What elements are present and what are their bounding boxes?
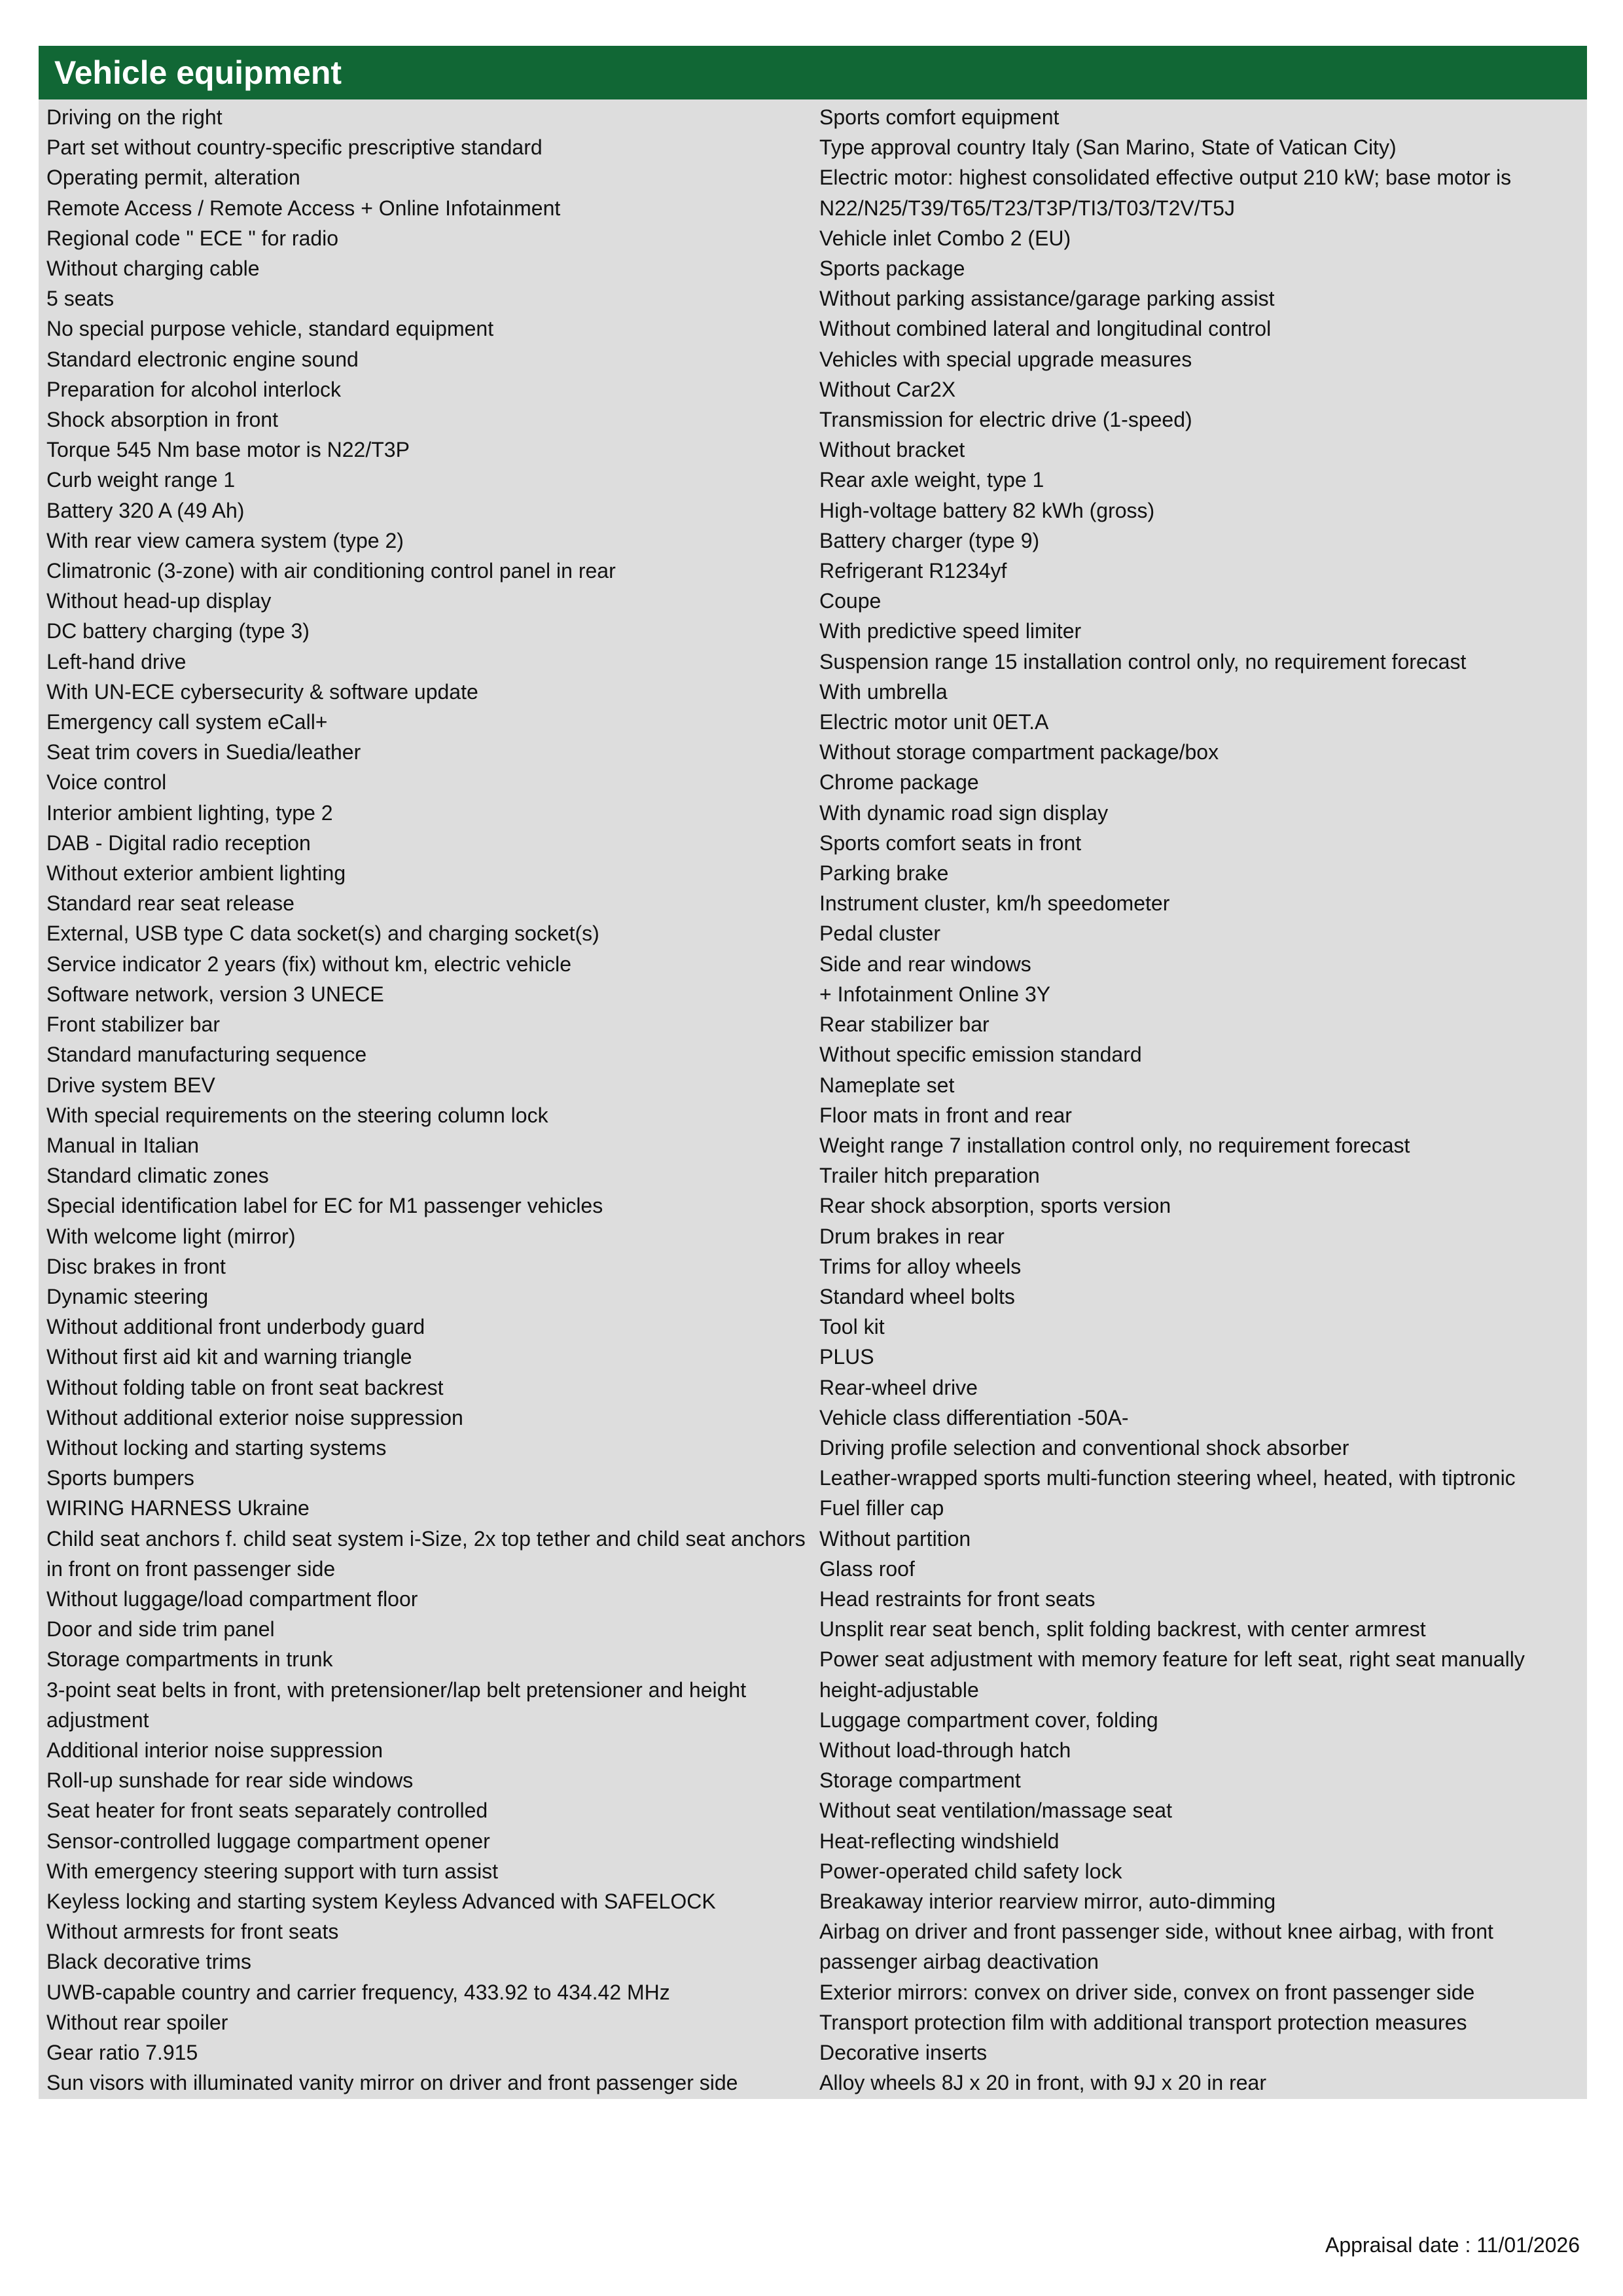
equipment-item: PLUS	[819, 1345, 874, 1369]
appraisal-date: Appraisal date : 11/01/2026	[1325, 2233, 1580, 2257]
equipment-item: Without exterior ambient lighting	[46, 861, 346, 886]
equipment-item: Chrome package	[819, 770, 979, 795]
equipment-item: Rear axle weight, type 1	[819, 468, 1044, 492]
equipment-item: Sports package	[819, 257, 965, 281]
equipment-item: Transport protection film with additional transport protection measures	[819, 2010, 1467, 2034]
equipment-item: Without Car2X	[819, 377, 956, 401]
equipment-item: Battery charger (type 9)	[819, 528, 1040, 552]
equipment-item: Software network, version 3 UNECE	[46, 982, 384, 1006]
equipment-item: Standard electronic engine sound	[46, 347, 359, 371]
equipment-item: Electric motor: highest consolidated effective output 210 kW; base motor is N22/N25/T39/T65/T23/T3P/TI3/T03/T2V/T5J	[819, 166, 1512, 220]
equipment-item: Without storage compartment package/box	[819, 740, 1219, 764]
equipment-item: Fuel filler cap	[819, 1496, 944, 1520]
equipment-item: Exterior mirrors: convex on driver side, convex on front passenger side	[819, 1980, 1475, 2004]
equipment-item: Luggage compartment cover, folding	[819, 1708, 1158, 1732]
equipment-item: Standard rear seat release	[46, 891, 294, 916]
equipment-item: Sports comfort equipment	[819, 105, 1060, 129]
equipment-item: Part set without country-specific prescriptive standard	[46, 135, 543, 160]
equipment-item: Sun visors with illuminated vanity mirror on driver and front passenger side	[46, 2071, 738, 2095]
equipment-item: Storage compartments in trunk	[46, 1647, 333, 1672]
equipment-table	[39, 99, 1587, 2099]
equipment-item: Head restraints for front seats	[819, 1587, 1096, 1611]
equipment-item: Storage compartment	[819, 1768, 1021, 1793]
equipment-item: Vehicles with special upgrade measures	[819, 347, 1192, 371]
equipment-item: Vehicle inlet Combo 2 (EU)	[819, 226, 1071, 250]
equipment-item: Electric motor unit 0ET.A	[819, 710, 1049, 734]
equipment-item: Without rear spoiler	[46, 2010, 228, 2034]
equipment-item: Tool kit	[819, 1315, 885, 1339]
equipment-item: Emergency call system eCall+	[46, 710, 328, 734]
vehicle-equipment-section	[39, 46, 1587, 2099]
equipment-item: Weight range 7 installation control only, no requirement forecast	[819, 1133, 1410, 1157]
equipment-item: Rear shock absorption, sports version	[819, 1194, 1171, 1218]
equipment-item: Without locking and starting systems	[46, 1435, 387, 1460]
equipment-column-right	[812, 102, 1587, 2098]
equipment-item: Operating permit, alteration	[46, 166, 300, 190]
equipment-item: Alloy wheels 8J x 20 in front, with 9J x 20 in rear	[819, 2071, 1266, 2095]
equipment-item: Drum brakes in rear	[819, 1224, 1005, 1248]
equipment-item: + Infotainment Online 3Y	[819, 982, 1051, 1006]
equipment-item: Suspension range 15 installation control only, no requirement forecast	[819, 649, 1467, 673]
equipment-item: Unsplit rear seat bench, split folding backrest, with center armrest	[819, 1617, 1426, 1641]
equipment-item: Without specific emission standard	[819, 1043, 1142, 1067]
equipment-item: Voice control	[46, 770, 167, 795]
equipment-item: With welcome light (mirror)	[46, 1224, 296, 1248]
equipment-item: Type approval country Italy (San Marino, State of Vatican City)	[819, 135, 1397, 160]
equipment-item: No special purpose vehicle, standard equipment	[46, 317, 494, 341]
equipment-item: Without additional front underbody guard	[46, 1315, 425, 1339]
equipment-column-left	[39, 102, 812, 2098]
equipment-item: Without parking assistance/garage parking assist	[819, 287, 1275, 311]
equipment-item: Without bracket	[819, 438, 965, 462]
equipment-item: DC battery charging (type 3)	[46, 619, 310, 643]
equipment-item: Driving on the right	[46, 105, 223, 129]
equipment-item: With umbrella	[819, 679, 948, 704]
equipment-item: Seat heater for front seats separately controlled	[46, 1799, 488, 1823]
equipment-item: With emergency steering support with turn assist	[46, 1859, 499, 1883]
equipment-item: Without folding table on front seat backrest	[46, 1375, 444, 1399]
equipment-item: Power-operated child safety lock	[819, 1859, 1122, 1883]
equipment-item: Sensor-controlled luggage compartment opener	[46, 1829, 490, 1853]
equipment-item: Trailer hitch preparation	[819, 1164, 1040, 1188]
equipment-item: Transmission for electric drive (1-speed)	[819, 408, 1192, 432]
equipment-item: Black decorative trims	[46, 1950, 251, 1974]
equipment-item: Torque 545 Nm base motor is N22/T3P	[46, 438, 410, 462]
equipment-item: Sports comfort seats in front	[819, 831, 1082, 855]
equipment-item: Manual in Italian	[46, 1133, 200, 1157]
equipment-item: Without first aid kit and warning triangle	[46, 1345, 412, 1369]
equipment-item: Without additional exterior noise suppression	[46, 1405, 463, 1429]
equipment-item: Remote Access / Remote Access + Online Infotainment	[46, 196, 561, 220]
equipment-item: Without combined lateral and longitudinal control	[819, 317, 1272, 341]
equipment-item: With special requirements on the steering column lock	[46, 1103, 548, 1127]
equipment-item: Additional interior noise suppression	[46, 1738, 383, 1762]
equipment-item: Without armrests for front seats	[46, 1920, 339, 1944]
equipment-item: With predictive speed limiter	[819, 619, 1082, 643]
equipment-item: Coupe	[819, 589, 882, 613]
equipment-item: Curb weight range 1	[46, 468, 236, 492]
equipment-item: 3-point seat belts in front, with pretensioner/lap belt pretensioner and height adjustment	[46, 1677, 747, 1732]
equipment-item: Breakaway interior rearview mirror, auto-dimming	[819, 1889, 1276, 1913]
equipment-item: Decorative inserts	[819, 2041, 988, 2064]
equipment-item: Without charging cable	[46, 257, 260, 281]
equipment-item: Interior ambient lighting, type 2	[46, 800, 333, 825]
equipment-item: Battery 320 A (49 Ah)	[46, 498, 245, 522]
equipment-item: Service indicator 2 years (fix) without km, electric vehicle	[46, 952, 572, 976]
equipment-item: Climatronic (3-zone) with air conditioning control panel in rear	[46, 559, 616, 583]
equipment-item: Nameplate set	[819, 1073, 955, 1097]
equipment-item: Keyless locking and starting system Keyless Advanced with SAFELOCK	[46, 1889, 716, 1913]
equipment-item: Disc brakes in front	[46, 1254, 226, 1278]
equipment-item: External, USB type C data socket(s) and charging socket(s)	[46, 922, 599, 946]
equipment-item: Standard climatic zones	[46, 1164, 269, 1188]
equipment-item: Driving profile selection and conventional shock absorber	[819, 1435, 1349, 1460]
equipment-item: Refrigerant R1234yf	[819, 559, 1007, 583]
equipment-item: Gear ratio 7.915	[46, 2041, 198, 2064]
equipment-item: Trims for alloy wheels	[819, 1254, 1022, 1278]
equipment-item: Rear-wheel drive	[819, 1375, 978, 1399]
equipment-item: With dynamic road sign display	[819, 800, 1109, 825]
equipment-item: Drive system BEV	[46, 1073, 215, 1097]
equipment-item: Vehicle class differentiation -50A-	[819, 1405, 1129, 1429]
equipment-item: Child seat anchors f. child seat system i-Size, 2x top tether and child seat anchors in front on front passenger side	[46, 1526, 806, 1581]
equipment-item: 5 seats	[46, 287, 115, 311]
equipment-item: Without head-up display	[46, 589, 272, 613]
equipment-item: Instrument cluster, km/h speedometer	[819, 891, 1170, 916]
equipment-item: With rear view camera system (type 2)	[46, 528, 404, 552]
equipment-item: Roll-up sunshade for rear side windows	[46, 1768, 414, 1793]
equipment-item: Glass roof	[819, 1556, 915, 1581]
equipment-item: Without partition	[819, 1526, 971, 1551]
equipment-item: Shock absorption in front	[46, 408, 278, 432]
equipment-item: Special identification label for EC for M1 passenger vehicles	[46, 1194, 603, 1218]
equipment-item: Dynamic steering	[46, 1284, 209, 1308]
equipment-item: Front stabilizer bar	[46, 1013, 220, 1037]
equipment-item: WIRING HARNESS Ukraine	[46, 1496, 310, 1520]
equipment-item: Floor mats in front and rear	[819, 1103, 1072, 1127]
equipment-item: High-voltage battery 82 kWh (gross)	[819, 498, 1155, 522]
equipment-item: Pedal cluster	[819, 922, 940, 946]
equipment-item: Standard manufacturing sequence	[46, 1043, 367, 1067]
equipment-item: Regional code " ECE " for radio	[46, 226, 339, 250]
equipment-item: Door and side trim panel	[46, 1617, 275, 1641]
equipment-item: Without luggage/load compartment floor	[46, 1587, 418, 1611]
equipment-item: Parking brake	[819, 861, 949, 886]
equipment-item: With UN-ECE cybersecurity & software update	[46, 679, 478, 704]
equipment-item: Leather-wrapped sports multi-function steering wheel, heated, with tiptronic	[819, 1466, 1516, 1490]
section-title: Vehicle equipment	[39, 46, 1587, 99]
equipment-item: Heat-reflecting windshield	[819, 1829, 1060, 1853]
equipment-item: Sports bumpers	[46, 1466, 194, 1490]
equipment-item: Standard wheel bolts	[819, 1284, 1015, 1308]
equipment-item: Power seat adjustment with memory feature for left seat, right seat manually height-adjustable	[819, 1647, 1525, 1702]
equipment-item: UWB-capable country and carrier frequency, 433.92 to 434.42 MHz	[46, 1980, 670, 2004]
equipment-item: Airbag on driver and front passenger side, without knee airbag, with front passenger airbag deactivation	[819, 1920, 1493, 1974]
equipment-item: Preparation for alcohol interlock	[46, 377, 342, 401]
equipment-item: Rear stabilizer bar	[819, 1013, 990, 1037]
equipment-item: Side and rear windows	[819, 952, 1031, 976]
equipment-item: Without seat ventilation/massage seat	[819, 1799, 1172, 1823]
equipment-item: Without load-through hatch	[819, 1738, 1071, 1762]
equipment-item: DAB - Digital radio reception	[46, 831, 311, 855]
equipment-item: Left-hand drive	[46, 649, 187, 673]
equipment-item: Seat trim covers in Suedia/leather	[46, 740, 361, 764]
